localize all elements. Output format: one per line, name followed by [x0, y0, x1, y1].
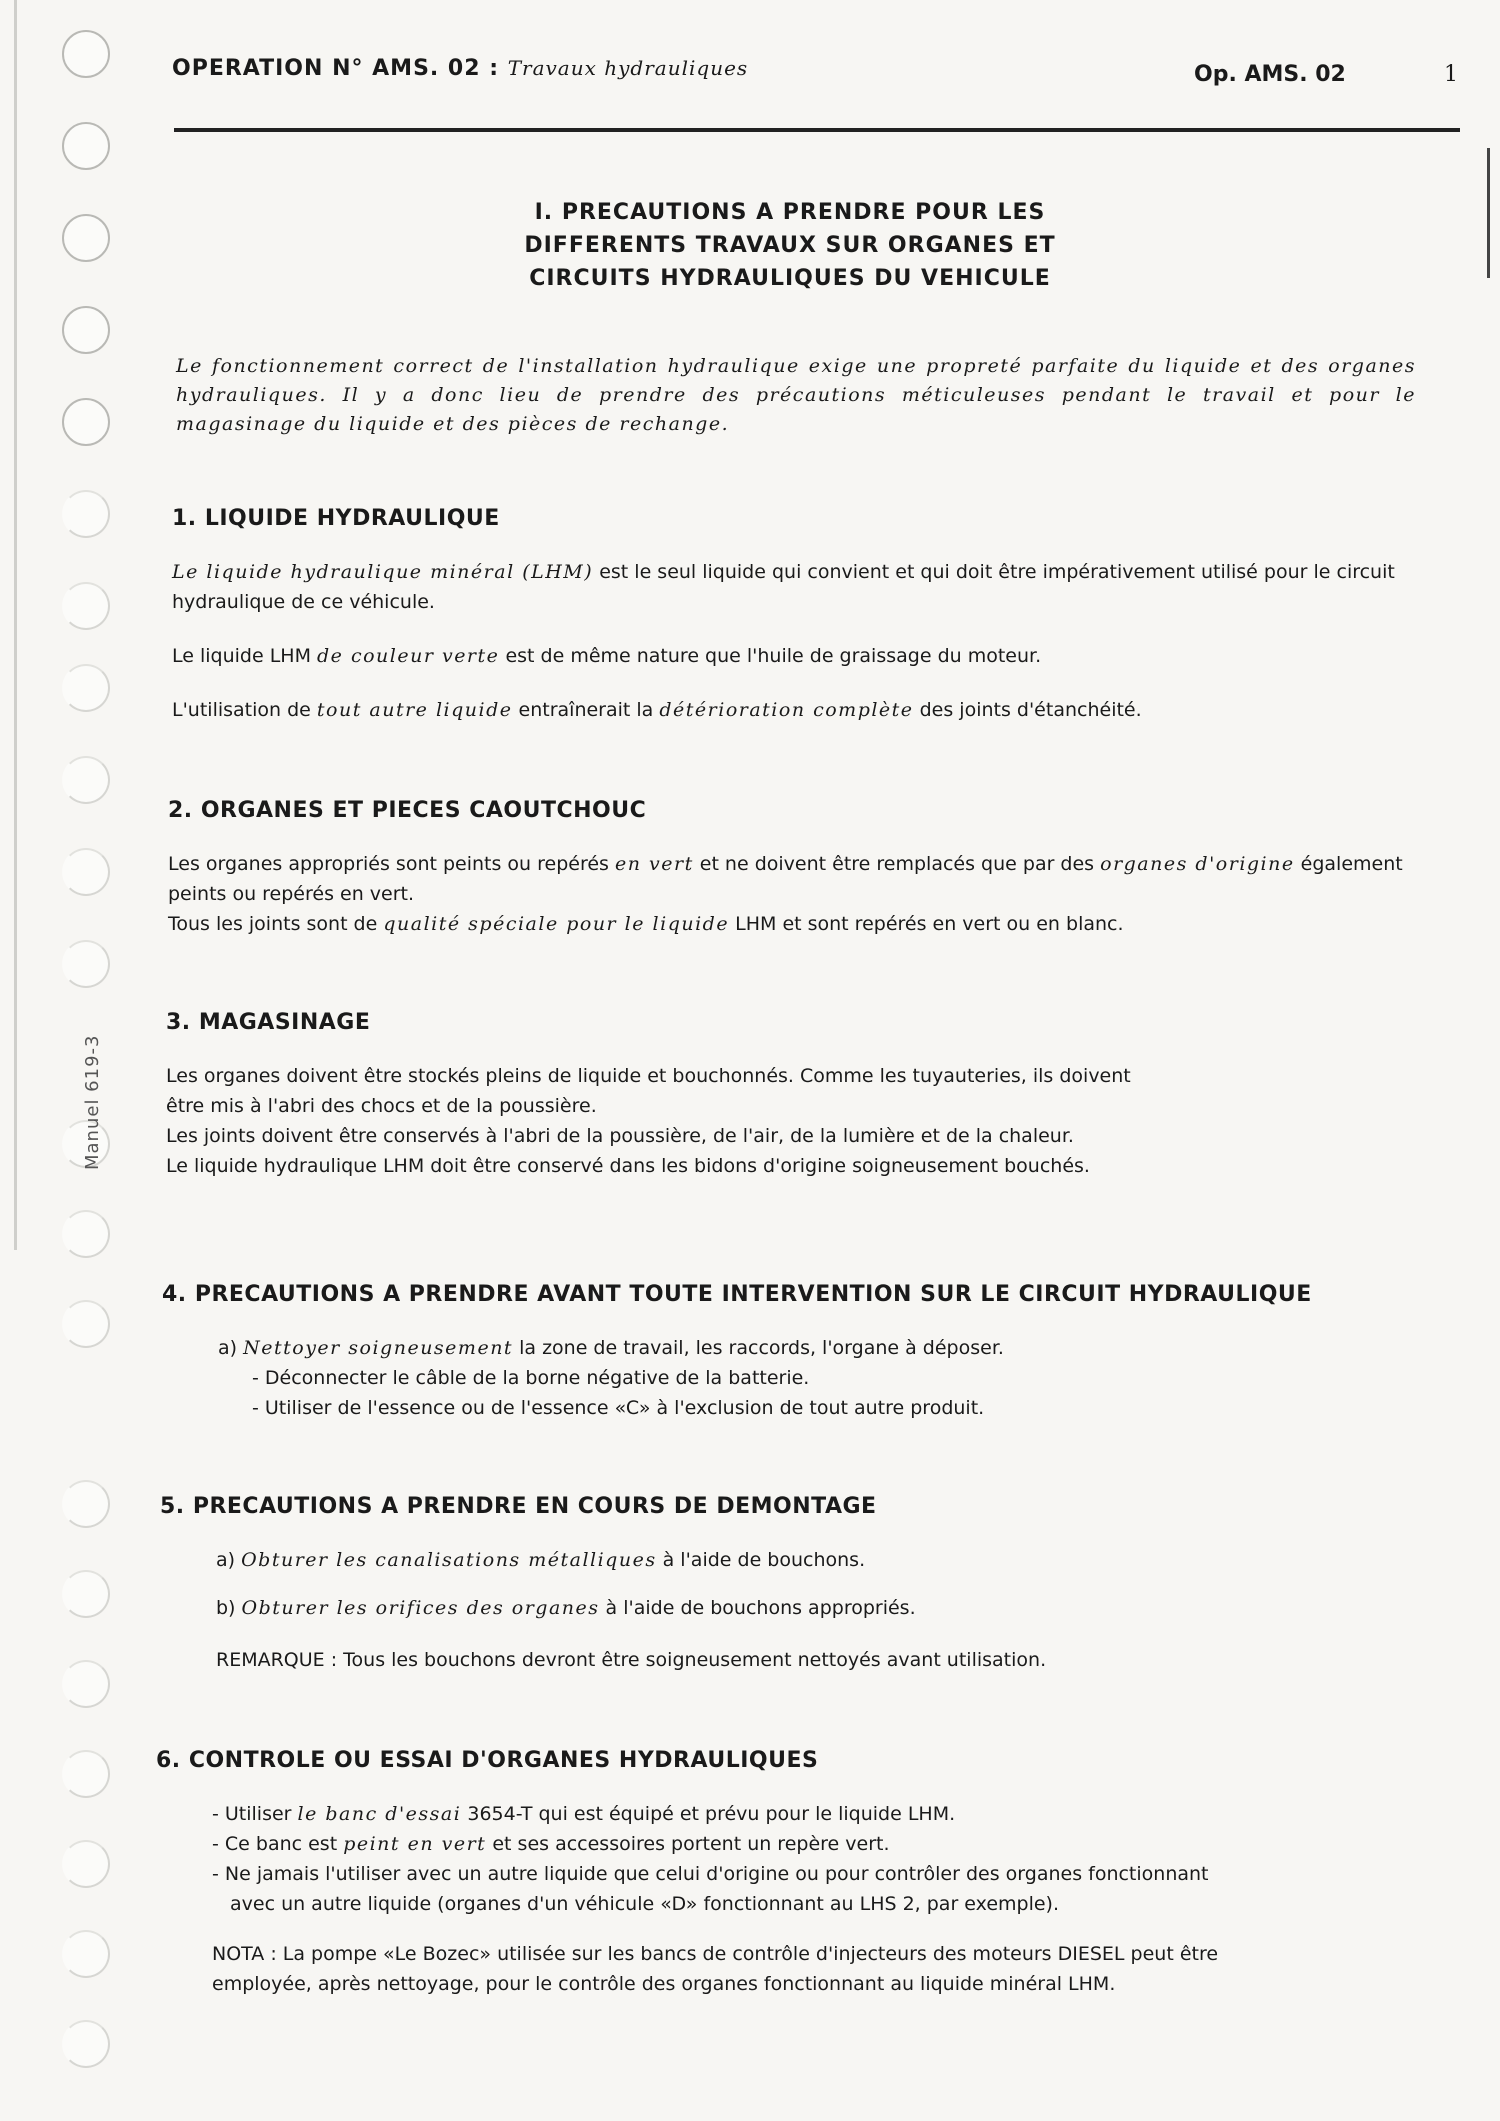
- punch-hole: [62, 756, 110, 804]
- emphasis: détérioration complète: [659, 699, 914, 721]
- text: LHM et sont repérés en vert ou en blanc.: [729, 913, 1124, 935]
- page-header: [172, 56, 1462, 96]
- section-precautions-avant: [162, 1282, 1442, 1423]
- list-item: - Utiliser de l'essence ou de l'essence «C» à l'exclusion de tout autre produit.: [252, 1397, 985, 1419]
- text-line: Les joints doivent être conservés à l'abri de la poussière, de l'air, de la lumière et de la chaleur.: [166, 1125, 1074, 1147]
- text: 3654-T qui est équipé et prévu pour le liquide LHM.: [461, 1803, 956, 1825]
- revision-bar: [1487, 148, 1490, 278]
- text: L'utilisation de: [172, 699, 317, 721]
- punch-hole: [62, 1750, 110, 1798]
- emphasis: Obturer les canalisations métalliques: [241, 1549, 657, 1571]
- section-heading: 1. LIQUIDE HYDRAULIQUE: [172, 506, 500, 531]
- paragraph: [172, 641, 1452, 671]
- punch-hole: [62, 490, 110, 538]
- punch-hole: [62, 1930, 110, 1978]
- section-heading: 2. ORGANES ET PIECES CAOUTCHOUC: [168, 798, 647, 823]
- paragraph: [172, 557, 1452, 617]
- section-organes-caoutchouc: [168, 798, 1448, 939]
- text-line: être mis à l'abri des chocs et de la poussière.: [166, 1095, 597, 1117]
- list-item: [156, 1829, 1436, 1859]
- punch-hole: [62, 1210, 110, 1258]
- section-magasinage: [166, 1010, 1446, 1181]
- emphasis: Obturer les orifices des organes: [241, 1597, 600, 1619]
- paragraph: [172, 695, 1452, 725]
- section-controle-essai: [156, 1748, 1436, 1999]
- section-precautions-demontage: [160, 1494, 1440, 1675]
- emphasis: Nettoyer soigneusement: [243, 1337, 514, 1359]
- text: Tous les joints sont de: [168, 913, 384, 935]
- punch-hole: [62, 1840, 110, 1888]
- emphasis: organes d'origine: [1100, 853, 1295, 875]
- punch-hole: [62, 306, 110, 354]
- section-liquide-hydraulique: [172, 506, 1452, 725]
- punch-hole: [62, 1570, 110, 1618]
- binder-edge: [14, 0, 17, 1250]
- text: b): [216, 1597, 242, 1619]
- section-heading: 3. MAGASINAGE: [166, 1010, 371, 1035]
- punch-hole: [62, 122, 110, 170]
- emphasis: en vert: [615, 853, 694, 875]
- text: des joints d'étanchéité.: [913, 699, 1142, 721]
- paragraph: [168, 909, 1448, 939]
- text: a): [216, 1549, 242, 1571]
- emphasis: de couleur verte: [317, 645, 500, 667]
- nota: employée, après nettoyage, pour le contrôle des organes fonctionnant au liquide minéral LHM.: [212, 1973, 1116, 1995]
- list-item: - Déconnecter le câble de la borne négative de la batterie.: [252, 1367, 810, 1389]
- remark: REMARQUE : Tous les bouchons devront être soigneusement nettoyés avant utilisation.: [216, 1649, 1047, 1671]
- text: est de même nature que l'huile de graissage du moteur.: [499, 645, 1042, 667]
- main-title-line: CIRCUITS HYDRAULIQUES DU VEHICULE: [529, 266, 1051, 291]
- text: et ne doivent être remplacés que par des: [693, 853, 1101, 875]
- list-item: [160, 1593, 1440, 1623]
- punch-hole: [62, 214, 110, 262]
- text: la zone de travail, les raccords, l'organe à déposer.: [513, 1337, 1004, 1359]
- nota: NOTA : La pompe «Le Bozec» utilisée sur les bancs de contrôle d'injecteurs des moteurs DIESEL peut être: [212, 1943, 1219, 1965]
- text: est le seul liquide qui convient et qui doit être impérativement utilisé pour le circuit hydraulique de ce véhicule.: [172, 561, 1395, 613]
- text: également peints ou repérés en vert.: [168, 853, 1403, 905]
- text-line: Les organes doivent être stockés pleins de liquide et bouchonnés. Comme les tuyauteries, ils doivent: [166, 1065, 1131, 1087]
- header-rule: [174, 128, 1460, 132]
- page-number: 1: [1444, 62, 1458, 87]
- list-item: - Ne jamais l'utiliser avec un autre liquide que celui d'origine ou pour contrôler des organes fonctionnant: [212, 1863, 1209, 1885]
- text: a): [218, 1337, 244, 1359]
- punch-hole: [62, 1300, 110, 1348]
- punch-hole: [62, 30, 110, 78]
- list-item: [162, 1333, 1442, 1363]
- manual-reference: Manuel 619-3: [82, 1034, 103, 1170]
- main-title: [420, 196, 1160, 295]
- text: - Ce banc est: [212, 1833, 344, 1855]
- text-line: Le liquide hydraulique LHM doit être conservé dans les bidons d'origine soigneusement bouchés.: [166, 1155, 1090, 1177]
- main-title-line: DIFFERENTS TRAVAUX SUR ORGANES ET: [524, 233, 1056, 258]
- operation-code: Op. AMS. 02: [1194, 62, 1346, 87]
- operation-subtitle: Travaux hydrauliques: [507, 56, 749, 80]
- main-title-line: I. PRECAUTIONS A PRENDRE POUR LES: [534, 200, 1046, 225]
- punch-hole: [62, 582, 110, 630]
- text: - Utiliser: [212, 1803, 298, 1825]
- emphasis: tout autre liquide: [316, 699, 513, 721]
- text: à l'aide de bouchons appropriés.: [599, 1597, 916, 1619]
- section-heading: 4. PRECAUTIONS A PRENDRE AVANT TOUTE INTERVENTION SUR LE CIRCUIT HYDRAULIQUE: [162, 1282, 1312, 1307]
- emphasis: peint en vert: [343, 1833, 487, 1855]
- emphasis: qualité spéciale pour le liquide: [383, 913, 730, 935]
- punch-hole: [62, 940, 110, 988]
- punch-hole: [62, 1480, 110, 1528]
- punch-hole: [62, 664, 110, 712]
- emphasis: le banc d'essai: [297, 1803, 462, 1825]
- section-heading: 5. PRECAUTIONS A PRENDRE EN COURS DE DEMONTAGE: [160, 1494, 877, 1519]
- section-heading: 6. CONTROLE OU ESSAI D'ORGANES HYDRAULIQUES: [156, 1748, 819, 1773]
- punch-hole: [62, 1660, 110, 1708]
- text: et ses accessoires portent un repère vert.: [486, 1833, 890, 1855]
- binder-margin: [0, 0, 130, 2121]
- list-item: [160, 1545, 1440, 1575]
- punch-hole: [62, 398, 110, 446]
- text: à l'aide de bouchons.: [656, 1549, 866, 1571]
- list-item: [156, 1799, 1436, 1829]
- punch-hole: [62, 2020, 110, 2068]
- operation-label: OPERATION N° AMS. 02 :: [172, 56, 500, 81]
- text: Les organes appropriés sont peints ou repérés: [168, 853, 615, 875]
- text: Le liquide LHM: [172, 645, 318, 667]
- operation-title: [172, 56, 748, 81]
- intro-paragraph: Le fonctionnement correct de l'installation hydraulique exige une propreté parfaite du liquide et des organes hydrauliques. Il y a donc lieu de prendre des précautions méticuleuses pendant le travail et pour le magasinage du liquide et des pièces de rechange.: [176, 355, 1416, 435]
- text: entraînerait la: [512, 699, 660, 721]
- paragraph: [168, 849, 1448, 909]
- punch-hole: [62, 848, 110, 896]
- emphasis: Le liquide hydraulique minéral (LHM): [172, 561, 594, 583]
- list-item: avec un autre liquide (organes d'un véhicule «D» fonctionnant au LHS 2, par exemple).: [230, 1893, 1059, 1915]
